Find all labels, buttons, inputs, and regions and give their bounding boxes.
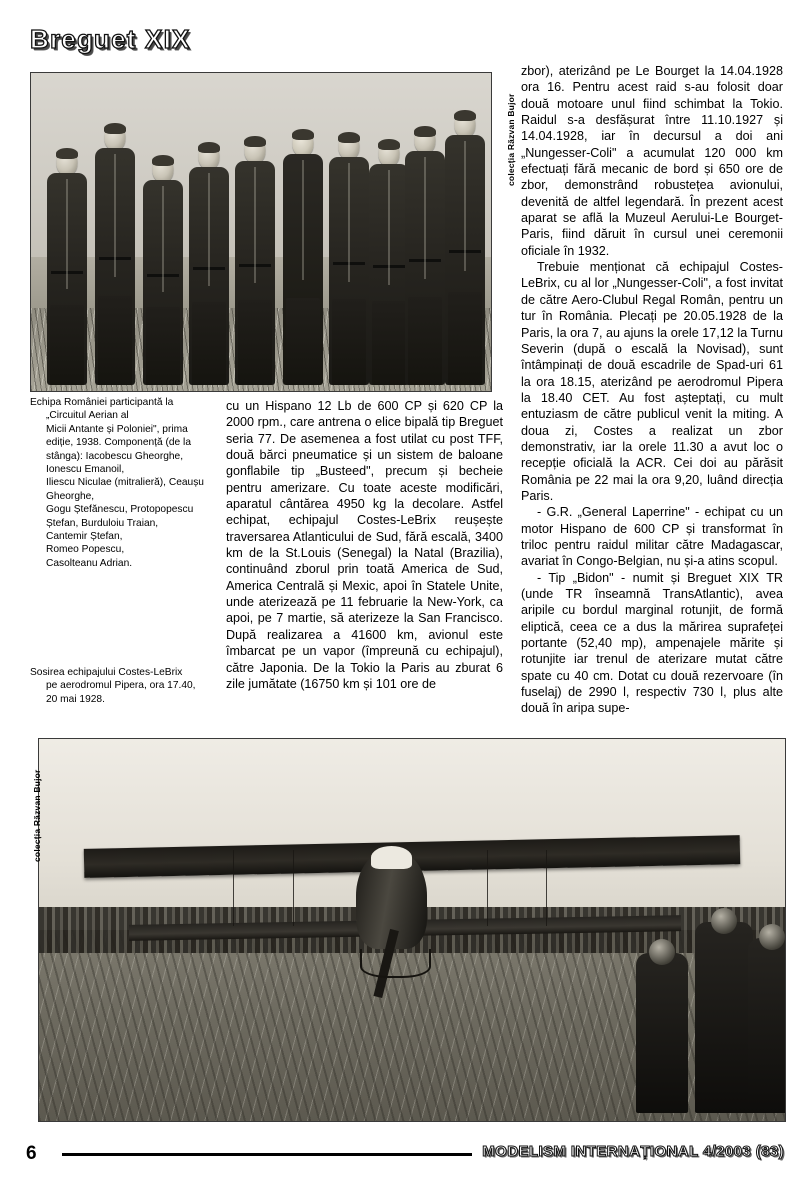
page-title: Breguet XIX xyxy=(30,24,191,54)
photo-figure xyxy=(327,133,371,384)
page-number: 6 xyxy=(26,1143,37,1164)
photo-biplane-pipera xyxy=(38,738,786,1122)
photo-aircraft-strut xyxy=(233,850,234,926)
photo-aircraft-strut xyxy=(546,850,547,926)
body-paragraph: - Tip „Bidon" - numit și Breguet XIX TR (unde TR înseamnă TransAtlantic), avea aripile cu bordul marginal rotunjit, de formă eliptică, ceea ce a dus la mărirea suprafeței portante (52,40 mp), ampenajele mărite și rotunjite iar trenul de aterizare mutat către spate cu 40 cm. Dotat cu două rezervoare (în fuselaj) de 2990 l, respectiv 730 l, plus alte două în aripa supe- xyxy=(521,570,783,716)
photo-aircraft-strut xyxy=(487,850,488,926)
caption-line: stânga): Iacobescu Gheorghe, xyxy=(46,450,184,462)
photo-spectator xyxy=(695,922,753,1113)
photo-figure xyxy=(93,124,137,385)
photo-airmen-group xyxy=(30,72,492,392)
caption-line: Micii Antante și Poloniei", prima xyxy=(46,423,188,435)
photo-figure xyxy=(443,111,487,384)
photo-figure xyxy=(141,156,185,385)
photo-figure xyxy=(45,149,89,384)
caption-line: Casolteanu Adrian. xyxy=(46,557,133,569)
body-paragraph: Trebuie menționat că echipajul Costes-LeBrix, cu al lor „Nungesser-Coli", a fost invitat de către Aero-Clubul Regal Român, pentru un tur în România. Plecați pe 20.05.1928 de la Paris, la ora 7, au ajuns la orele 17,12 la Turnu Severin (după o escală la Novisad), sunt întâmpinați de două escadrile de Spad-uri 61 la ora 18.15, aterizând pe aerodromul Pipera la 18.40 CET. Au fost așteptați, cu mult entuziasm de către publicul venit la miting. A doua zi, Costes a realizat un zbor demonstrativ, iar la orele 11.30 a avut loc o recepție oficială la ACR. Cei doi au părăsit România pe 22 mai la ora 9,20, luând direcția Paris. xyxy=(521,260,783,503)
photo-aircraft-strut xyxy=(293,850,294,926)
caption-costes-lebrix-arrival xyxy=(30,666,216,706)
caption-line: 20 mai 1928. xyxy=(46,693,105,705)
caption-line: Echipa României participantă la xyxy=(30,397,174,408)
caption-airmen-group xyxy=(30,396,216,570)
caption-line: Romeo Popescu, xyxy=(46,544,125,556)
caption-line: ediție, 1938. Componență (de la xyxy=(46,437,191,449)
photo-figure xyxy=(281,130,325,384)
photo-aircraft-engine xyxy=(371,846,412,869)
photo-spectator xyxy=(748,938,786,1114)
body-paragraph: zbor), aterizând pe Le Bourget la 14.04.1928 ora 16. Pentru acest raid s-au folosit doar două motoare unul fiind schimbat la Tokio. Raidul s-a desfășurat între 11.10.1927 și 14.04.1928, iar în decursul a doi ani „Nungesser-Coli" a acumulat 120 000 km efectuați fără mecanic de bord și 650 ore de zbor, demonstrând robustețea avionului, devenită de altfel legendară. În prezent acest aparat se află la Muzeul Aerului-Le Bourget-Paris, fiind dăruit în cursul unei ceremonii oficiale în 1932. xyxy=(521,64,783,258)
body-column-right xyxy=(521,63,783,717)
photo-credit-top: colecția Răzvan Bujor xyxy=(506,93,516,186)
caption-line: Gheorghe, xyxy=(46,490,95,502)
caption-line: Iliescu Niculae (mitralieră), Ceaușu xyxy=(46,477,204,489)
body-paragraph: cu un Hispano 12 Lb de 600 CP și 620 CP la 2000 rpm., care antrena o elice bipală tip Breguet seria 77. De asemenea a fost utilat cu post TFF, două bărci pneumatice și un sistem de baloane gonflabile tip „Busteed", precum și becheie pentru amerizare. Cu toate aceste modificări, aparatul cântărea 4950 kg la decolare. Astfel echipat, echipajul Costes-LeBrix reușește traversarea Atlanticului de Sud, fără escală, 3400 km de la St.Louis (Senegal) la Natal (Brazilia), continuând zborul prin toată America de Sud, America Centrală și Mexic, apoi în Statele Unite, unde aterizează pe 11 februarie la New-York, ca apoi, pe 7 martie, să aterizeze la San Francisco. După realizarea a 41600 km, avionul este îmbarcat pe un vapor (împreună cu echipajul), către Japonia. De la Tokio la Paris au zburat 6 zile jumătate (16750 km și 101 ore de xyxy=(226,399,503,691)
caption-line: „Circuitul Aerian al xyxy=(46,410,129,422)
photo-figure xyxy=(187,143,231,385)
caption-line: Cantemir Ștefan, xyxy=(46,531,123,543)
footer-brand: MODELISM INTERNAȚIONAL 4/2003 (83) xyxy=(482,1143,784,1160)
photo-credit-bottom: colecția Răzvan Bujor xyxy=(32,769,42,862)
body-paragraph: - G.R. „General Laperrine" - echipat cu un motor Hispano de 600 CP și transformat în triloc pentru raidul militar către Madagascar, avariat în Congo-Belgian, nu și-a atins scopul. xyxy=(521,505,783,569)
caption-line: Ionescu Emanoil, xyxy=(46,464,125,476)
photo-figure xyxy=(403,127,447,385)
caption-line: Ștefan, Burduloiu Traian, xyxy=(46,517,159,529)
photo-spectator xyxy=(636,953,688,1113)
caption-line: Sosirea echipajului Costes-LeBrix xyxy=(30,667,183,678)
body-column-middle xyxy=(226,398,503,692)
photo-aircraft-landing-gear xyxy=(360,949,431,978)
caption-line: Gogu Ștefănescu, Protopopescu xyxy=(46,504,194,516)
caption-line: pe aerodromul Pipera, ora 17.40, xyxy=(46,680,196,692)
masthead xyxy=(30,26,490,60)
footer-divider xyxy=(62,1153,472,1156)
photo-figure xyxy=(233,137,277,385)
